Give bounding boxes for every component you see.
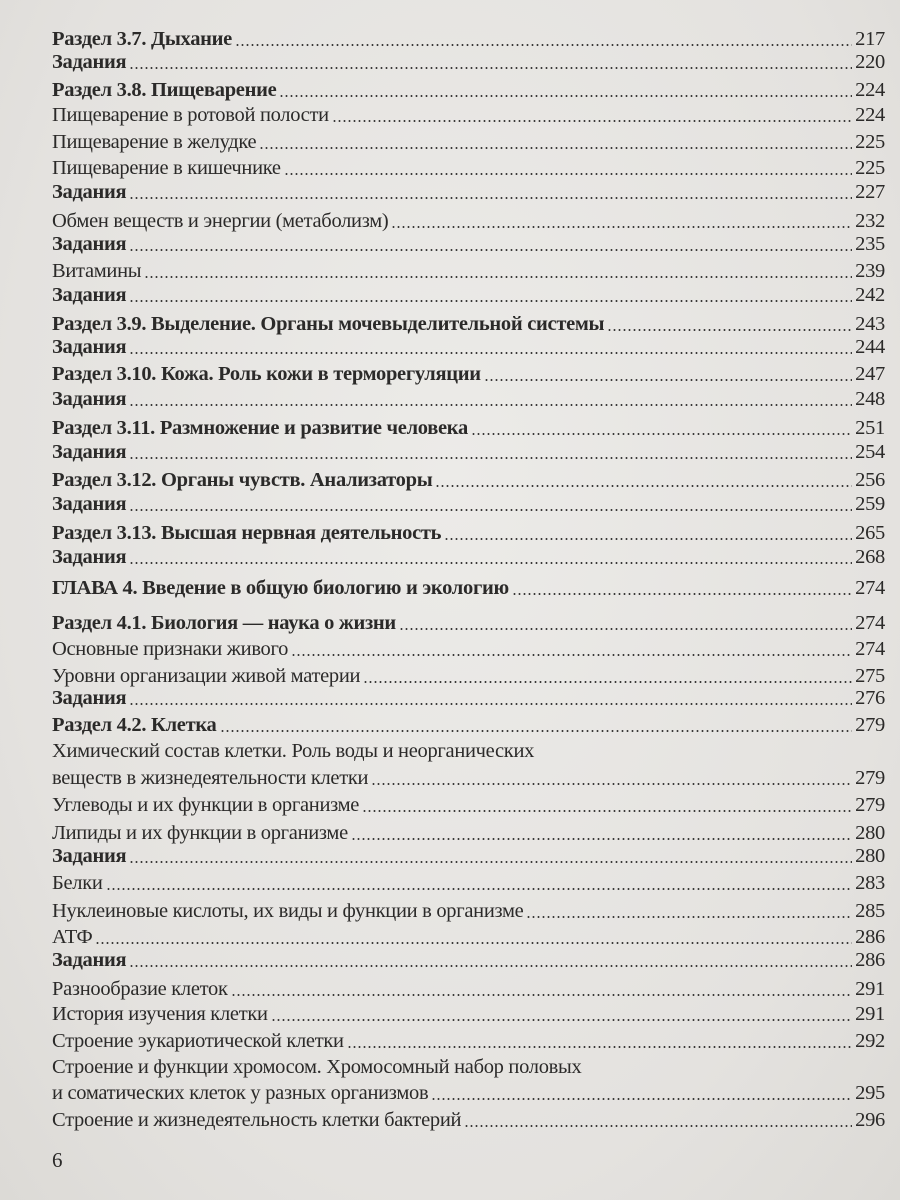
toc-entry-page: 279 <box>855 794 885 816</box>
toc-entry <box>52 684 885 710</box>
toc-entry-first-line <box>52 737 534 763</box>
toc-entry-first-line <box>52 1053 581 1079</box>
toc-entry-title: Строение и функции хромосом. Хромосомный набор половых <box>52 1056 582 1078</box>
dot-leader <box>235 44 852 46</box>
toc-entry-page: 259 <box>855 493 885 515</box>
dot-leader <box>291 654 852 656</box>
toc-entry-title: веществ в жизнедеятельности клетки <box>52 767 369 789</box>
toc-entry <box>52 711 885 737</box>
toc-entry-page: 286 <box>855 926 885 948</box>
toc-entry-title: Строение эукариотической клетки <box>52 1030 344 1052</box>
toc-entry-page: 225 <box>855 157 885 179</box>
toc-entry-title: Задания <box>52 336 127 358</box>
toc-entry <box>52 869 885 895</box>
toc-entry-page: 283 <box>855 872 885 894</box>
dot-leader <box>444 538 852 540</box>
dot-leader <box>129 861 852 863</box>
toc-entry-page: 274 <box>855 638 885 660</box>
toc-entry <box>52 574 885 600</box>
toc-entry <box>52 101 885 127</box>
toc-entry-title: Раздел 3.12. Органы чувств. Анализаторы <box>52 469 433 491</box>
toc-entry-title: Уровни организации живой материи <box>52 665 361 687</box>
toc-entry <box>52 128 885 154</box>
toc-entry <box>52 1000 885 1026</box>
toc-entry-page: 296 <box>855 1109 885 1131</box>
dot-leader <box>129 457 852 459</box>
toc-entry-page: 242 <box>855 284 885 306</box>
toc-entry-page: 274 <box>855 577 885 599</box>
toc-entry-page: 265 <box>855 522 885 544</box>
dot-leader <box>220 730 853 732</box>
dot-leader <box>607 329 852 331</box>
dot-leader <box>129 509 852 511</box>
toc-entry-title: Задания <box>52 51 127 73</box>
dot-leader <box>471 433 852 435</box>
toc-entry <box>52 543 885 569</box>
toc-entry-page: 292 <box>855 1030 885 1052</box>
toc-entry <box>52 178 885 204</box>
toc-entry-page: 235 <box>855 233 885 255</box>
toc-entry-page: 280 <box>855 845 885 867</box>
toc-entry-title: Раздел 4.2. Клетка <box>52 714 217 736</box>
toc-entry-title: Раздел 3.8. Пищеварение <box>52 79 277 101</box>
toc-entry-page: 286 <box>855 949 885 971</box>
dot-leader <box>129 67 852 69</box>
toc-entry-page: 274 <box>855 612 885 634</box>
toc-entry-page: 275 <box>855 665 885 687</box>
toc-entry-page: 227 <box>855 181 885 203</box>
dot-leader <box>347 1046 852 1048</box>
toc-entry-page: 276 <box>855 687 885 709</box>
toc-entry-title: и соматических клеток у разных организмов <box>52 1082 429 1104</box>
dot-leader <box>363 681 852 683</box>
toc-entry-title: Раздел 3.11. Размножение и развитие человека <box>52 417 468 439</box>
toc-entry <box>52 519 885 545</box>
dot-leader <box>129 352 852 354</box>
toc-entry-page: 254 <box>855 441 885 463</box>
toc-entry-title: Задания <box>52 181 127 203</box>
toc-entry-title: Пищеварение в желудке <box>52 131 257 153</box>
toc-entry-title: Пищеварение в кишечнике <box>52 157 281 179</box>
toc-entry-page: 243 <box>855 313 885 335</box>
dot-leader <box>391 226 852 228</box>
dot-leader <box>129 300 852 302</box>
dot-leader <box>106 888 853 890</box>
toc-entry-page: 268 <box>855 546 885 568</box>
dot-leader <box>332 120 852 122</box>
toc-entry-title: Пищеварение в ротовой полости <box>52 104 329 126</box>
toc-entry-title: Углеводы и их функции в организме <box>52 794 360 816</box>
toc-entry <box>52 438 885 464</box>
dot-leader <box>129 965 852 967</box>
toc-entry-page: 256 <box>855 469 885 491</box>
toc-entry <box>52 1106 885 1132</box>
toc-entry <box>52 360 885 386</box>
dot-leader <box>526 916 852 918</box>
toc-entry-page: 279 <box>855 767 885 789</box>
toc-entry-page: 285 <box>855 900 885 922</box>
toc-entry <box>52 257 885 283</box>
toc-entry-title: Задания <box>52 284 127 306</box>
dot-leader <box>129 404 852 406</box>
toc-entry-title: Раздел 3.7. Дыхание <box>52 28 232 50</box>
toc-entry <box>52 897 885 923</box>
toc-entry-page: 251 <box>855 417 885 439</box>
dot-leader <box>271 1019 852 1021</box>
toc-entry-page: 248 <box>855 388 885 410</box>
toc-entry <box>52 609 885 635</box>
toc-entry-page: 279 <box>855 714 885 736</box>
toc-entry-title: Задания <box>52 546 127 568</box>
toc-entry <box>52 333 885 359</box>
toc-entry-page: 244 <box>855 336 885 358</box>
toc-entry-title: Строение и жизнедеятельность клетки бактерий <box>52 1109 462 1131</box>
toc-entry-title: Задания <box>52 441 127 463</box>
toc-entry-title: Нуклеиновые кислоты, их виды и функции в организме <box>52 900 524 922</box>
toc-entry-title: Белки <box>52 872 103 894</box>
toc-entry-title: Витамины <box>52 260 142 282</box>
dot-leader <box>362 810 852 812</box>
toc-entry-page: 291 <box>855 1003 885 1025</box>
toc-entry <box>52 975 885 1001</box>
dot-leader <box>129 703 852 705</box>
toc-entry-page: 295 <box>855 1082 885 1104</box>
toc-entry-title: Задания <box>52 845 127 867</box>
toc-entry-title: Раздел 3.13. Высшая нервная деятельность <box>52 522 442 544</box>
toc-entry-title: Раздел 3.9. Выделение. Органы мочевыделительной системы <box>52 313 605 335</box>
dot-leader <box>279 95 852 97</box>
toc-entry-page: 239 <box>855 260 885 282</box>
toc-entry-title: Раздел 3.10. Кожа. Роль кожи в терморегуляции <box>52 363 481 385</box>
toc-entry <box>52 1079 885 1105</box>
toc-entry <box>52 281 885 307</box>
toc-entry <box>52 230 885 256</box>
toc-entry <box>52 946 885 972</box>
dot-leader <box>129 197 852 199</box>
toc-entry-page: 217 <box>855 28 885 50</box>
dot-leader <box>231 994 853 996</box>
dot-leader <box>129 562 852 564</box>
toc-entry-title: Химический состав клетки. Роль воды и неорганических <box>52 740 535 762</box>
toc-entry-page: 247 <box>855 363 885 385</box>
dot-leader <box>351 838 852 840</box>
toc-entry <box>52 842 885 868</box>
toc-entry <box>52 154 885 180</box>
dot-leader <box>144 276 852 278</box>
toc-entry <box>52 414 885 440</box>
toc-entry <box>52 76 885 102</box>
dot-leader <box>399 628 852 630</box>
toc-entry-title: Разнообразие клеток <box>52 978 228 1000</box>
toc-entry-title: Задания <box>52 949 127 971</box>
toc-entry-title: Липиды и их функции в организме <box>52 822 348 844</box>
toc-entry-title: Задания <box>52 233 127 255</box>
page-number: 6 <box>52 1148 63 1172</box>
toc-entry <box>52 48 885 74</box>
dot-leader <box>435 485 852 487</box>
dot-leader <box>129 249 852 251</box>
toc-entry-page: 224 <box>855 79 885 101</box>
toc-entry <box>52 764 885 790</box>
toc-entry <box>52 791 885 817</box>
toc-entry <box>52 1027 885 1053</box>
toc-entry-page: 291 <box>855 978 885 1000</box>
toc-entry-page: 232 <box>855 210 885 232</box>
dot-leader <box>284 173 852 175</box>
toc-entry-title: Основные признаки живого <box>52 638 289 660</box>
toc-entry-title: Задания <box>52 388 127 410</box>
toc-entry <box>52 490 885 516</box>
dot-leader <box>95 942 852 944</box>
toc-entry-title: Раздел 4.1. Биология — наука о жизни <box>52 612 396 634</box>
dot-leader <box>431 1098 852 1100</box>
toc-entry-title: История изучения клетки <box>52 1003 268 1025</box>
toc-entry <box>52 466 885 492</box>
toc-entry-title: Задания <box>52 493 127 515</box>
toc-entry-title: Обмен веществ и энергии (метаболизм) <box>52 210 389 232</box>
dot-leader <box>371 783 852 785</box>
toc-entry-page: 220 <box>855 51 885 73</box>
toc-entry-page: 280 <box>855 822 885 844</box>
dot-leader <box>259 147 852 149</box>
toc-entry-title: Задания <box>52 687 127 709</box>
toc-entry-title: ГЛАВА 4. Введение в общую биологию и экологию <box>52 577 509 599</box>
toc-entry <box>52 385 885 411</box>
dot-leader <box>512 593 852 595</box>
toc-entry-page: 224 <box>855 104 885 126</box>
dot-leader <box>464 1125 852 1127</box>
dot-leader <box>484 379 852 381</box>
toc-entry <box>52 635 885 661</box>
toc-entry-title: АТФ <box>52 926 93 948</box>
toc-entry-page: 225 <box>855 131 885 153</box>
